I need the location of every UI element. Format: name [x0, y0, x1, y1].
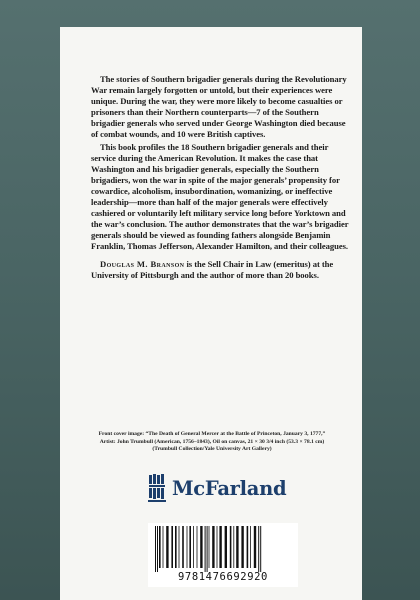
mcfarland-books-logo-icon: [148, 474, 168, 502]
description-paragraph-1: The stories of Southern brigadier generals during the Revolutionary War remain largely forgotten or untold, but their experiences were unique. During the war, they were more likely to become casualties or prisoners than their Northern counterparts—7 of the Southern brigadier generals who served under George Washington died because of combat wounds, and 10 were British captives.: [91, 74, 347, 140]
book-description: [91, 74, 353, 281]
author-bio-text: is the Sell Chair in Law (emeritus) at the University of Pittsburgh and the author of more than 20 books.: [91, 258, 334, 280]
author-name: Douglas M. Branson: [100, 258, 185, 269]
barcode-bars: [153, 526, 293, 572]
publisher-logo: [148, 474, 286, 502]
description-paragraph-2: This book profiles the 18 Southern brigadier generals and their service during the American Revolution. It makes the case that Washington and his brigadier generals, especially the Southern brigadiers, won the war in spite of the major generals’ propensity for cowardice, alcoholism, insubordination, womanizing, or ineffective leadership—more than half of the major generals were effectively cashiered or voluntarily left military service long before Yorktown and the war’s conclusion. The author demonstrates that the war’s brigadier generals should be viewed as founding fathers alongside Benjamin Franklin, Thomas Jefferson, Alexander Hamilton, and their colleagues.: [91, 141, 349, 252]
isbn-number: 9781476692920: [178, 571, 268, 583]
author-bio: [91, 259, 353, 281]
isbn-barcode: [148, 523, 298, 587]
back-cover-panel: [60, 27, 362, 600]
publisher-name: McFarland: [172, 476, 287, 500]
cover-image-credit: Front cover image: “The Death of General Mercer at the Battle of Princeton, January 3, 1777,” Artist: John Trumbull (American, 1756–1843), Oil on canvas, 21 × 30 3/4 inch (53.3 × 78.1 cm) (Trumbull Collection/Yale University Art Gallery): [98, 431, 326, 453]
